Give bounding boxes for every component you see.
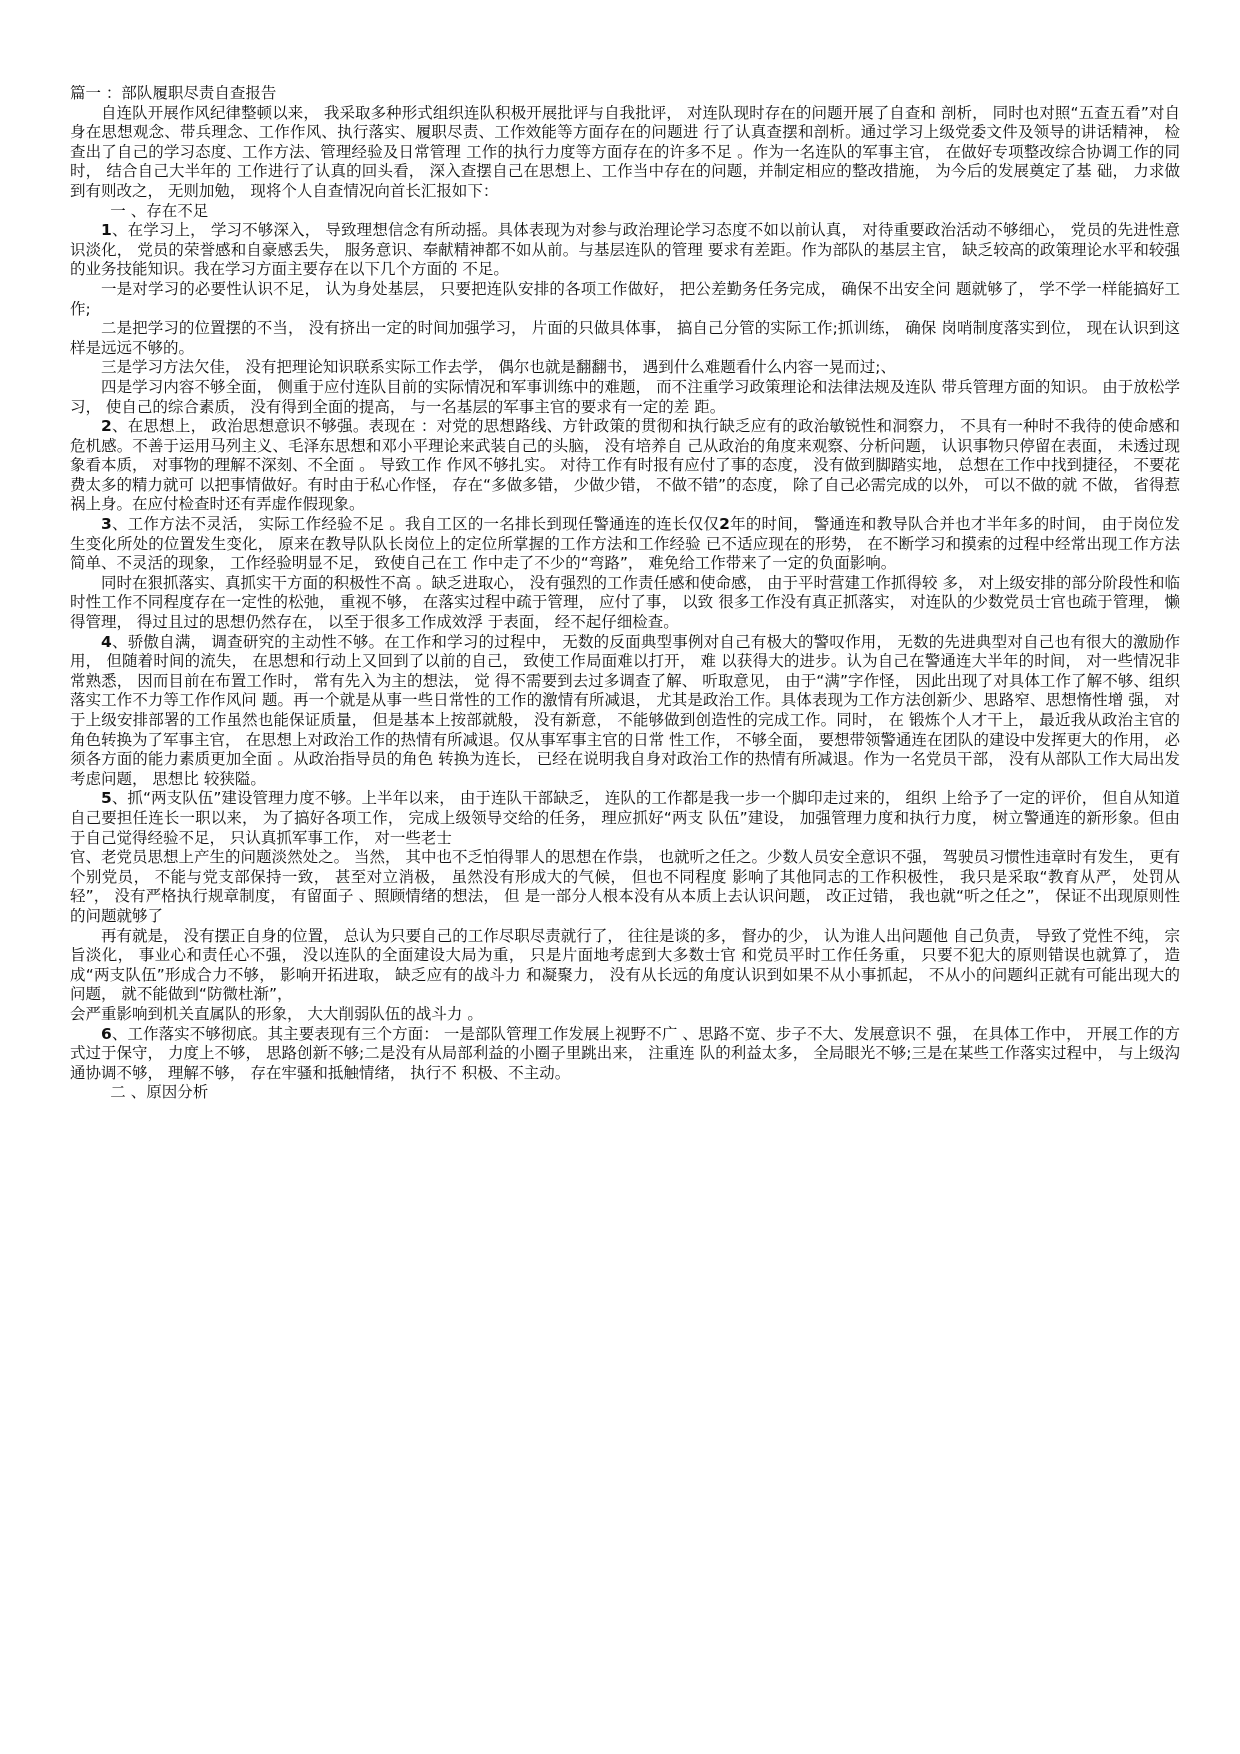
item-6-text: 、工作落实不够彻底。其主要表现有三个方面： 一是部队管理工作发展上视野不广 、思路不宽、步子不大、发展意识不 强， 在具体工作中， 开展工作的方式过于保守， 力度上不够， 思路创新不够;二是没有从局部利益的小圈子里跳出来， 注重连 队的利益太多， 全局眼光不够;三是在某些工作落实过程中， 与上级沟通协调不够， 理解不够， 存在牢骚和抵触情绪， 执行不 积极、不主动。 — [70, 1024, 1180, 1082]
item-3-sub: 同时在狠抓落实、真抓实干方面的积极性不高 。缺乏进取心， 没有强烈的工作责任感和使命感， 由于平时营建工作抓得较 多， 对上级安排的部分阶段性和临时性工作不同程度存在一定性的松弛， 重视不够， 在落实过程中疏于管理， 应付了事， 以致 很多工作没有真正抓落实， 对连队的少数党员士官也疏于管理， 懒得管理， 得过且过的思想仍然存在， 以至于很多工作成效浮 于表面， 经不起仔细检查。 — [70, 573, 1180, 632]
item-1-sub-3: 三是学习方法欠佳， 没有把理论知识联系实际工作去学， 偶尔也就是翻翻书， 遇到什么难题看什么内容一晃而过;、 — [101, 358, 897, 377]
item-3-paragraph — [70, 515, 1180, 574]
section-heading-causes: 二 、原因分析 — [110, 1083, 209, 1102]
item-2-number: 2 — [101, 417, 112, 436]
item-5-sub: 再有就是， 没有摆正自身的位置， 总认为只要自己的工作尽职尽责就行了， 往往是谈的多， 督办的少， 认为谁人出问题他 自己负责， 导致了党性不纯， 宗旨淡化， 事业心和责任心不强， 没以连队的全面建设大局为重， 只是片面地考虑到大多数士官 和党员平时工作任务重， 只要不犯大的原则错误也就算了， 造成“两支队伍”形成合力不够， 影响开拓进取， 缺乏应有的战斗力 和凝聚力， 没有从长远的角度认识到如果不从小事抓起， 不从小的问题纠正就有可能出现大的问题， 就不能做到“防微杜渐”， — [70, 926, 1180, 1004]
item-5-number: 5 — [101, 789, 112, 808]
item-4-number: 4 — [101, 632, 112, 651]
item-5-text: 、抓“两支队伍”建设管理力度不够。上半年以来， 由于连队干部缺乏， 连队的工作都是我一步一个脚印走过来的， 组织 上给予了一定的评价， 但自从知道自己要担任连长一职以来， 为了搞好各项工作， 完成上级领导交给的任务， 理应抓好“两支 队伍”建设， 加强管理力度和执行力度， 树立警通连的新形象。但由于自己觉得经验不足， 只认真抓军事工作， 对一些老士 — [70, 789, 1180, 847]
intro-paragraph: 自连队开展作风纪律整顿以来， 我采取多种形式组织连队积极开展批评与自我批评， 对连队现时存在的问题开展了自查和 剖析， 同时也对照“五查五看”对自身在思想观念、带兵理念、工作作风、执行落实、履职尽责、工作效能等方面存在的问题进 行了认真查摆和剖析。通过学习上级党委文件及领导的讲话精神， 检查出了自己的学习态度、工作方法、管理经验及日常管理 工作的执行力度等方面存在的许多不足 。作为一名连队的军事主官， 在做好专项整改综合协调工作的同时， 结合自己大半年的 工作进行了认真的回头看， 深入查摆自己在思想上、工作当中存在的问题，并制定相应的整改措施， 为今后的发展奠定了基 础， 力求做到有则改之， 无则加勉， 现将个人自查情况向首长汇报如下： — [70, 103, 1180, 200]
item-1-number: 1 — [101, 221, 112, 240]
item-3-text-b: 年的时间， 警通连和教导队合并也才半年多的时间， 由于岗位发生变化所处的位置发生变化， 原来在教导队队长岗位上的定位所掌握的工作方法和工作经验 已不适应现在的形势， 在不断学习和摸索的过程中经常出现工作方法简单、不灵活的现象， 工作经验明显不足， 致使自己在工 作中走了不少的“弯路”， 难免给工作带来了一定的负面影响。 — [70, 515, 1180, 573]
item-4-paragraph — [70, 633, 1180, 790]
section-heading-shortcomings: 一 、存在不足 — [110, 201, 209, 220]
item-1-sub-2: 二是把学习的位置摆的不当， 没有挤出一定的时间加强学习， 片面的只做具体事， 搞自己分管的实际工作;抓训练， 确保 岗哨制度落实到位， 现在认识到这样是远远不够的。 — [70, 319, 1180, 357]
item-1-sub-4: 四是学习内容不够全面， 侧重于应付连队目前的实际情况和军事训练中的难题， 而不注重学习政策理论和法律法规及连队 带兵管理方面的知识。 由于放松学习， 使自己的综合素质， 没有得到全面的提高， 与一名基层的军事主官的要求有一定的差 距。 — [70, 377, 1180, 416]
item-6-paragraph — [70, 1025, 1180, 1084]
item-1-sub-1: 一是对学习的必要性认识不足， 认为身处基层， 只要把连队安排的各项工作做好， 把公差勤务任务完成， 确保不出安全问 题就够了， 学不学一样能搞好工作; — [70, 279, 1180, 318]
item-1-text: 、在学习上， 学习不够深入， 导致理想信念有所动摇。具体表现为对参与政治理论学习态度不如以前认真， 对待重要政治活动不够细心， 党员的先进性意识淡化， 党员的荣誉感和自豪感丢失， 服务意识、奉献精神都不如从前。与基层连队的管理 要求有差距。作为部队的基层主官， 缺乏较高的政策理论水平和较强的业务技能知识。我在学习方面主要存在以下几个方面的 不足。 — [70, 221, 1180, 279]
item-5-continuation: 官、老党员思想上产生的问题淡然处之。 当然， 其中也不乏怕得罪人的思想在作祟， 也就听之任之。少数人员安全意识不强， 驾驶员习惯性违章时有发生， 更有个别党员， 不能与党支部保持一致， 甚至对立消极， 虽然没有形成大的气候， 但也不同程度 影响了其他同志的工作积极性， 我只是采取“教育从严， 处罚从轻”， 没有严格执行规章制度， 有留面子 、照顾情绪的想法， 但 是一部分人根本没有从本质上去认识问题， 改正过错， 我也就“听之任之”， 保证不出现原则性的问题就够了 — [70, 848, 1180, 925]
item-3-text-a: 、工作方法不灵活， 实际工作经验不足 。我自工区的一名排长到现任警通连的连长仅仅 — [111, 515, 720, 534]
item-3-years: 2 — [719, 515, 730, 534]
document-title: 篇一 ：部队履职尽责自查报告 — [70, 84, 277, 102]
report-body — [70, 84, 1180, 1103]
item-1-paragraph — [70, 221, 1180, 280]
item-2-text: 、在思想上， 政治思想意识不够强。表现在 ：对党的思想路线、方针政策的贯彻和执行缺乏应有的政治敏锐性和洞察力， 不具有一种时不我待的使命感和危机感。不善于运用马列主义、毛泽东思想和邓小平理论来武装自己的头脑， 没有培养自 己从政治的角度来观察、分析问题， 认识事物只停留在表面， 未透过现象看本质， 对事物的理解不深刻、不全面 。 导致工作 作风不够扎实。 对待工作有时报有应付了事的态度， 没有做到脚踏实地， 总想在工作中找到捷径， 不要花费太多的精力就可 以把事情做好。有时由于私心作怪， 存在“多做多错， 少做少错， 不做不错”的态度， 除了自己必需完成的以外， 可以不做的就 不做， 省得惹祸上身。在应付检查时还有弄虚作假现象。 — [70, 417, 1180, 514]
item-2-paragraph — [70, 417, 1180, 515]
item-5-paragraph — [70, 789, 1180, 848]
item-6-number: 6 — [101, 1024, 112, 1043]
item-5-end: 会严重影响到机关直属队的形象， 大大削弱队伍的战斗力 。 — [70, 1004, 483, 1023]
item-4-text: 、骄傲自满， 调查研究的主动性不够。在工作和学习的过程中， 无数的反面典型事例对自己有极大的警叹作用， 无数的先进典型对自己也有很大的激励作用， 但随着时间的流失， 在思想和行动上又回到了以前的自己， 致使工作局面难以打开， 难 以获得大的进步。认为自己在警通连大半年的时间， 对一些情况非常熟悉， 因而目前在布置工作时， 常有先入为主的想法， 觉 得不需要到去过多调查了解、 听取意见， 由于“满”字作怪， 因此出现了对具体工作了解不够、组织落实工作不力等工作作风问 题。再一个就是从事一些日常性的工作的激情有所减退， 尤其是政治工作。具体表现为工作方法创新少、思路窄、思想惰性增 强， 对于上级安排部署的工作虽然也能保证质量， 但是基本上按部就般， 没有新意， 不能够做到创造性的完成工作。同时， 在 锻炼个人才干上， 最近我从政治主官的角色转换为了军事主官， 在思想上对政治工作的热情有所减退。仅从事军事主官的日常 性工作， 不够全面， 要想带领警通连在团队的建设中发挥更大的作用， 必须各方面的能力素质更加全面 。从政治指导员的角色 转换为连长， 已经在说明我自身对政治工作的热情有所减退。作为一名党员干部， 没有从部队工作大局出发考虑问题， 思想比 较狭隘。 — [70, 632, 1180, 788]
item-3-number: 3 — [101, 515, 112, 534]
